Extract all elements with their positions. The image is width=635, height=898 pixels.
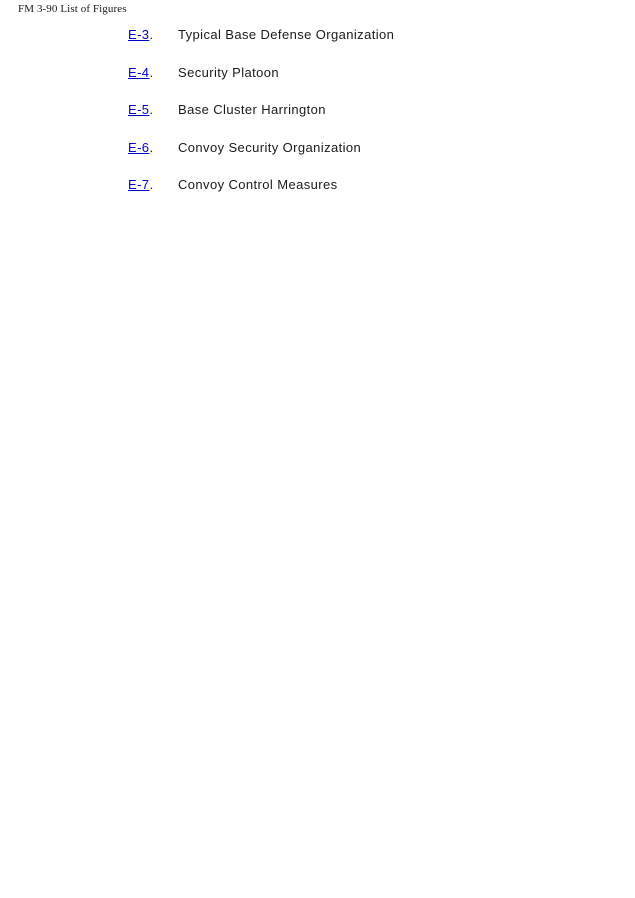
figure-separator: . xyxy=(149,102,154,117)
page-header: FM 3-90 List of Figures xyxy=(18,3,127,15)
figure-title: Convoy Control Measures xyxy=(178,177,338,192)
figure-separator: . xyxy=(149,27,154,42)
figure-link-e-4[interactable]: E-4 xyxy=(128,64,150,80)
figure-link-e-3[interactable]: E-3 xyxy=(128,27,150,42)
list-item xyxy=(128,102,394,116)
figure-ref xyxy=(128,27,178,42)
figure-ref xyxy=(128,65,178,80)
list-of-figures xyxy=(128,27,394,215)
figure-title: Security Platoon xyxy=(178,64,280,80)
figure-title: Convoy Security Organization xyxy=(178,139,362,155)
list-item xyxy=(128,27,394,41)
figure-title: Base Cluster Harrington xyxy=(178,102,326,117)
figure-separator: . xyxy=(149,64,154,80)
list-item xyxy=(128,140,394,154)
figure-separator: . xyxy=(149,139,154,155)
list-item xyxy=(128,177,394,191)
figure-ref xyxy=(128,177,178,192)
figure-ref xyxy=(128,140,178,155)
figure-link-e-6[interactable]: E-6 xyxy=(128,139,150,155)
figure-separator: . xyxy=(149,177,154,192)
list-item xyxy=(128,65,394,79)
figure-title: Typical Base Defense Organization xyxy=(178,27,395,42)
figure-ref xyxy=(128,102,178,117)
figure-link-e-5[interactable]: E-5 xyxy=(128,102,150,117)
figure-link-e-7[interactable]: E-7 xyxy=(128,177,150,192)
